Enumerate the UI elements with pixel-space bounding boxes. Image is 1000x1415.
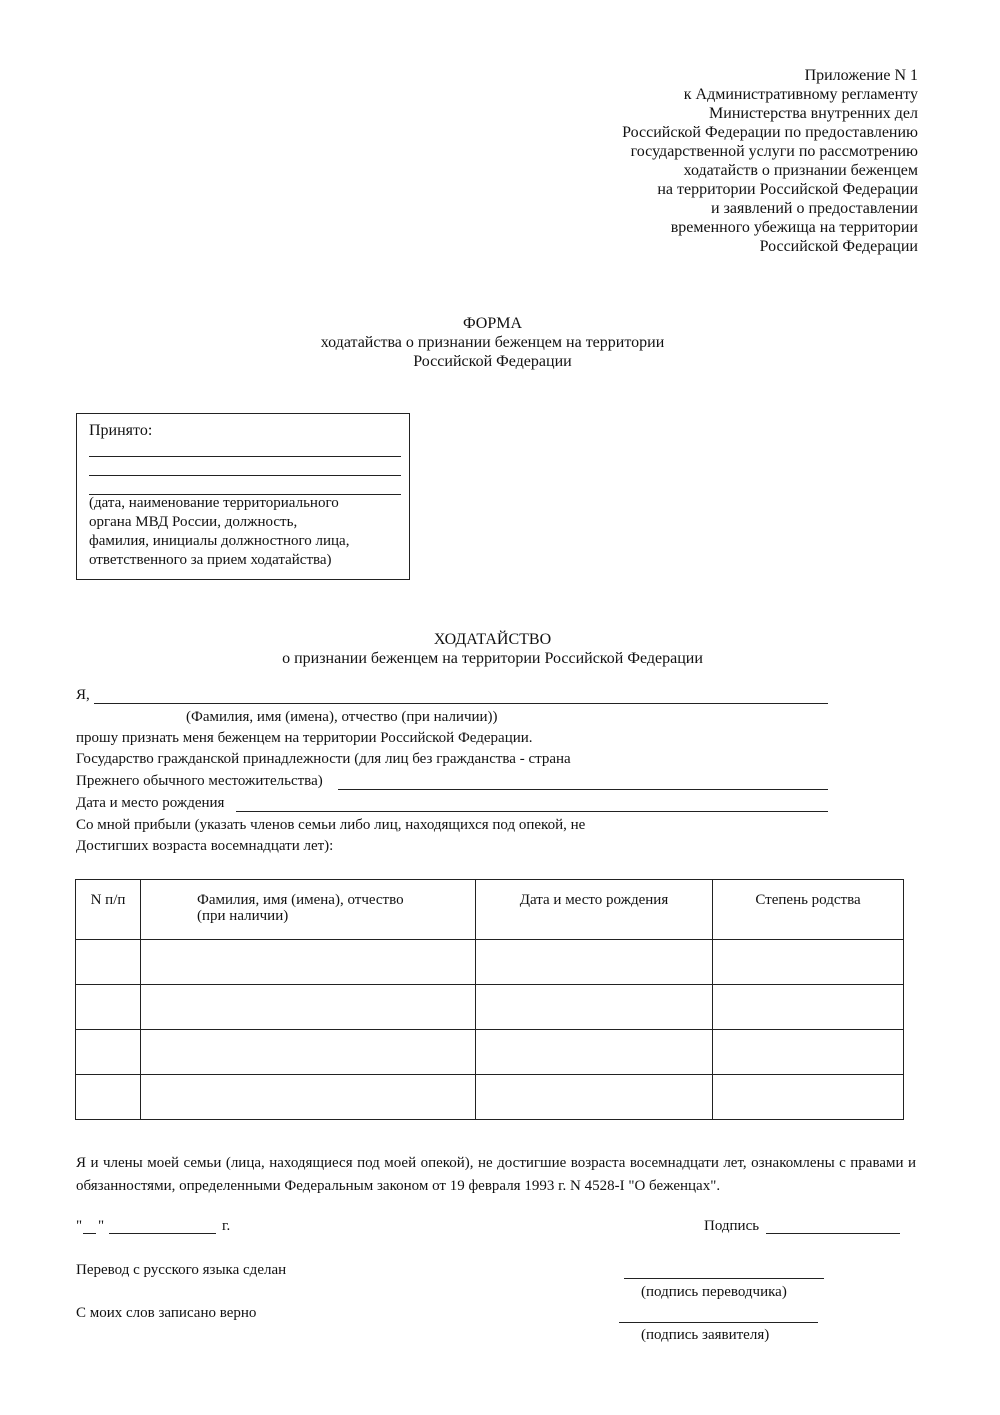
arrived-label: Со мной прибыли (указать членов семьи либо лиц, находящихся под опекой, не [76,817,586,833]
appendix-line: Министерства внутренних дел [709,105,918,122]
table-row [76,940,904,985]
table-row [76,985,904,1030]
date-month-field[interactable] [109,1233,216,1234]
petition-heading [0,630,985,668]
table-cell[interactable] [476,1075,713,1120]
column-header-birth: Дата и место рождения [476,880,713,940]
table-row [76,1075,904,1120]
recorded-label: С моих слов записано верно [76,1305,257,1321]
date-quote-open: " [76,1218,83,1234]
translation-label: Перевод с русского языка сделан [76,1262,287,1278]
request-text: прошу признать меня беженцем на территории Российской Федерации. [76,730,533,746]
full-name-hint: (Фамилия, имя (имена), отчество (при наличии)) [186,709,498,725]
accepted-note-line: органа МВД России, должность, [89,514,298,530]
birth-field[interactable] [236,811,828,812]
form-title-subtitle-2: Российской Федерации [413,353,572,370]
i-label: Я, [76,687,90,703]
accepted-label: Принято: [89,422,153,439]
table-cell[interactable] [476,985,713,1030]
table-cell[interactable] [76,1075,141,1120]
translator-signature-field[interactable] [624,1278,824,1279]
signature-label: Подпись [704,1218,760,1234]
appendix-line: Приложение N 1 [804,67,918,84]
table-cell[interactable] [713,1075,904,1120]
accepted-note-line: (дата, наименование территориального [89,495,339,511]
table-header-row [76,880,904,940]
arrived-label-2: Достигших возраста восемнадцати лет): [76,838,334,854]
form-title [0,314,985,371]
appendix-line: государственной услуги по рассмотрению [630,143,918,160]
birth-label: Дата и место рождения [76,795,225,811]
table-cell[interactable] [141,985,476,1030]
column-header-name-line: Фамилия, имя (имена), отчество [197,892,404,908]
appendix-line: к Административному регламенту [683,86,918,103]
date-year-suffix: г. [222,1218,231,1234]
appendix-line: ходатайств о признании беженцем [683,162,918,179]
residence-field[interactable] [338,789,828,790]
appendix-line: Российской Федерации [759,238,918,255]
table-cell[interactable] [713,1030,904,1075]
appendix-line: на территории Российской Федерации [657,181,918,198]
table-cell[interactable] [713,940,904,985]
table-cell[interactable] [476,1030,713,1075]
residence-label: Прежнего обычного местожительства) [76,773,323,789]
table-row [76,1030,904,1075]
table-cell[interactable] [76,940,141,985]
form-title-heading: ФОРМА [462,315,523,332]
column-header-number: N п/п [76,880,141,940]
table-cell[interactable] [76,1030,141,1075]
accepted-input-line-2[interactable] [89,475,401,476]
applicant-signature-field[interactable] [619,1322,818,1323]
table-cell[interactable] [141,1075,476,1120]
date-day-field[interactable] [83,1233,96,1234]
accepted-note-line: ответственного за прием ходатайства) [89,552,332,568]
column-header-relation: Степень родства [713,880,904,940]
appendix-line: временного убежища на территории [670,219,918,236]
accepted-box [76,413,410,580]
table-cell[interactable] [141,940,476,985]
petition-title: ХОДАТАЙСТВО [433,631,552,648]
accepted-note-line: фамилия, инициалы должностного лица, [89,533,350,549]
table-cell[interactable] [141,1030,476,1075]
appendix-line: Российской Федерации по предоставлению [622,124,918,141]
appendix-header [622,66,918,256]
acknowledgement-statement: Я и члены моей семьи (лица, находящиеся под моей опекой), не достигшие возраста восемнадцати лет, ознакомлены с правами и обязанностями, определенными Федеральным законом от 19 февраля 1993 г. N 4528-I "О беженцах". [76,1155,916,1194]
full-name-field[interactable] [94,703,828,704]
column-header-name-line: (при наличии) [197,908,289,924]
applicant-signature-hint: (подпись заявителя) [641,1327,770,1343]
accepted-input-line-1[interactable] [89,456,401,457]
petition-subtitle: о признании беженцем на территории Российской Федерации [282,650,703,667]
family-members-table [75,879,904,1120]
form-title-subtitle: ходатайства о признании беженцем на территории [320,334,665,351]
table-cell[interactable] [713,985,904,1030]
column-header-name [141,880,476,940]
citizenship-label: Государство гражданской принадлежности (для лиц без гражданства - страна [76,751,571,767]
appendix-line: и заявлений о предоставлении [711,200,918,217]
date-quote-close: " [98,1218,105,1234]
accepted-note [89,494,349,570]
table-cell[interactable] [76,985,141,1030]
signature-field[interactable] [766,1233,900,1234]
translator-signature-hint: (подпись переводчика) [641,1284,787,1300]
table-cell[interactable] [476,940,713,985]
